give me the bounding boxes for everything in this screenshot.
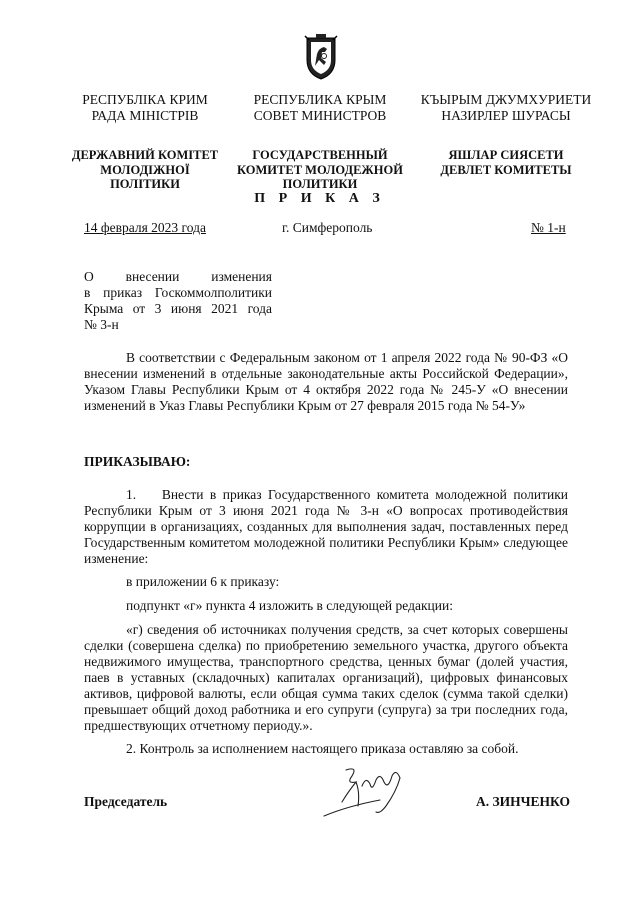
document-date: 14 февраля 2023 года [84,220,206,235]
document-place: г. Симферополь [282,220,373,235]
header-center-body: СОВЕТ МИНИСТРОВ [253,108,387,123]
header-left-committee: ДЕРЖАВНИЙ КОМІТЕТ МОЛОДІЖНОЇ ПОЛІТИКИ [71,148,219,191]
item-2-paragraph: 2. Контроль за исполнением настоящего приказа оставляю за собой. [126,741,519,756]
item-1-paragraph: 1. Внести в приказ Государственного комитета молодежной политики Республики Крым от 3 июня 2021 года № 3-н «О вопросах противодействия коррупции в организациях, созданных для выполнения задач, поставленных перед Государственным комитетом молодежной политики Республики Крым» следующее изменение: [84,487,572,566]
header-center-name: РЕСПУБЛИКА КРЫМ [253,92,387,107]
signer-role: Председатель [84,794,168,809]
order-heading: ПРИКАЗЫВАЮ: [84,454,191,469]
handwritten-signature [318,762,418,822]
header-right-committee: ЯШЛАР СИЯСЕТИ ДЕВЛЕТ КОМИТЕТЫ [440,148,572,177]
header-right-name: КЪЫРЫМ ДЖУМХУРИЕТИ [420,92,592,107]
header-left [45,92,245,192]
header-right [406,92,606,177]
crimea-coat-of-arms-icon [304,34,338,80]
header-right-body: НАЗИРЛЕР ШУРАСЫ [441,108,571,123]
item-1-sub1: в приложении 6 к приказу: [126,574,280,589]
header-center [220,92,420,192]
item-1-sub2: подпункт «г» пункта 4 изложить в следующей редакции: [126,598,453,613]
item-1-quote: «г) сведения об источниках получения средств, за счет которых совершены сделки (совершена сделка) по приобретению земельного участка, другого объекта недвижимого имущества, транспортного средства, ценных бумаг (долей участия, паев в уставных (складочных) капиталах организаций), цифровых финансовых активов, цифровой валюты, если общая сумма таких сделок (сумма такой сделки) превышает общий доход работника и его супруги (супруга) за три последних года, предшествующих отчетному периоду.». [84,622,568,733]
document-subject: О внесении изменения в приказ Госкоммолполитики Крыма от 3 июня 2021 года № 3-н [84,269,272,332]
document-title: П Р И К А З [254,191,385,206]
header-left-name: РЕСПУБЛІКА КРИМ [82,92,208,107]
document-number: № 1-н [531,220,566,235]
header-left-body: РАДА МІНІСТРІВ [91,108,199,123]
signer-name: А. ЗИНЧЕНКО [476,794,570,809]
header-center-committee: ГОСУДАРСТВЕННЫЙ КОМИТЕТ МОЛОДЕЖНОЙ ПОЛИТИКИ [237,148,403,191]
preamble-paragraph: В соответствии с Федеральным законом от 1 апреля 2022 года № 90-ФЗ «О внесении изменений в отдельные законодательные акты Российской Федерации», Указом Главы Республики Крым от 4 октября 2022 года № 245-У «О внесении изменений в Указ Главы Республики Крым от 27 февраля 2015 года № 54-У» [84,350,568,413]
